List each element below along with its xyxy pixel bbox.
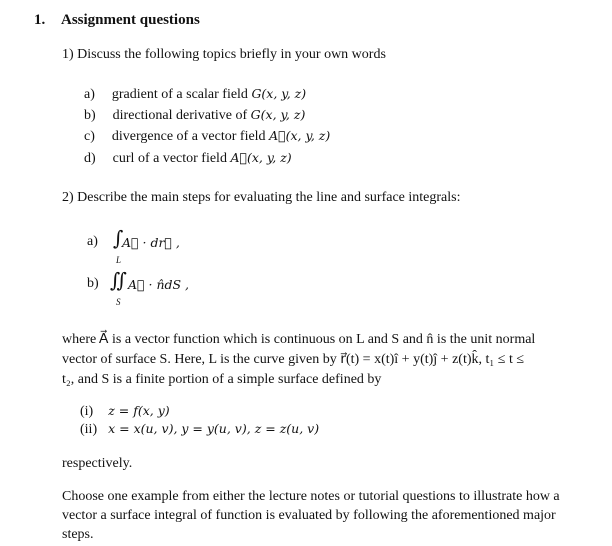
q1-item-a-label: a) xyxy=(84,87,95,102)
q1-item-d-text: curl of a vector field xyxy=(112,151,231,166)
q1-item-c-label: c) xyxy=(84,129,95,144)
case-i xyxy=(80,403,170,420)
q1-item-a-math: G(x, y, z) xyxy=(251,86,307,101)
respectively-text: respectively. xyxy=(62,456,133,471)
q1-item-a xyxy=(84,86,306,103)
case-i-math: z = f(x, y) xyxy=(108,403,170,418)
case-ii-math: x = x(u, v), y = y(u, v), z = z(u, v) xyxy=(108,421,320,436)
q1-item-c-text: divergence of a vector field xyxy=(111,129,270,144)
q1-item-b-math: G(x, y, z) xyxy=(250,107,306,122)
choose-paragraph xyxy=(62,487,592,544)
where-paragraph xyxy=(62,330,592,390)
integral-a-expression: A⃗ · dr⃗ , xyxy=(122,235,180,250)
q1-item-c-math: A⃗(x, y, z) xyxy=(269,128,331,143)
q1-item-d xyxy=(84,150,292,167)
q2-intro: 2) Describe the main steps for evaluating the line and surface integrals: xyxy=(62,190,461,205)
integral-b-expression: A⃗ · n̂dS , xyxy=(128,277,190,292)
q1-item-c xyxy=(84,128,330,145)
q1-item-a-text: gradient of a scalar field xyxy=(111,87,252,102)
case-ii xyxy=(80,421,319,438)
case-ii-label: (ii) xyxy=(80,422,98,437)
section-number: 1. xyxy=(34,12,46,28)
choose-line-2: vector a surface integral of function is evaluated by following the aforementioned major xyxy=(62,508,556,523)
case-i-label: (i) xyxy=(80,404,94,419)
integral-a-label: a) xyxy=(87,234,98,249)
integral-b-symbol: ∬ xyxy=(110,268,128,292)
q1-item-d-label: d) xyxy=(84,151,96,166)
integral-b-label: b) xyxy=(87,276,99,291)
choose-line-3: steps. xyxy=(62,527,94,542)
integral-a-domain: L xyxy=(116,255,122,265)
integral-a-symbol: ∫ xyxy=(113,226,124,250)
section-title: Assignment questions xyxy=(61,12,200,28)
q1-intro: 1) Discuss the following topics briefly in your own words xyxy=(62,47,386,62)
where-line-2: vector of surface S. Here, L is the curve given by r⃗(t) = x(t)î + y(t)ĵ + z(t)k̂, t₁ ≤ t ≤ xyxy=(62,352,525,367)
where-line-1: where A⃗ is a vector function which is continuous on L and S and n̂ is the unit normal xyxy=(62,332,536,347)
q1-item-b xyxy=(84,107,305,124)
choose-line-1: Choose one example from either the lecture notes or tutorial questions to illustrate how a xyxy=(62,489,560,504)
q1-item-b-label: b) xyxy=(84,108,96,123)
q1-item-b-text: directional derivative of xyxy=(112,108,251,123)
q1-item-d-math: A⃗(x, y, z) xyxy=(230,150,292,165)
integral-b-domain: S xyxy=(116,297,121,307)
where-line-3: t₂, and S is a finite portion of a simple surface defined by xyxy=(62,372,382,387)
